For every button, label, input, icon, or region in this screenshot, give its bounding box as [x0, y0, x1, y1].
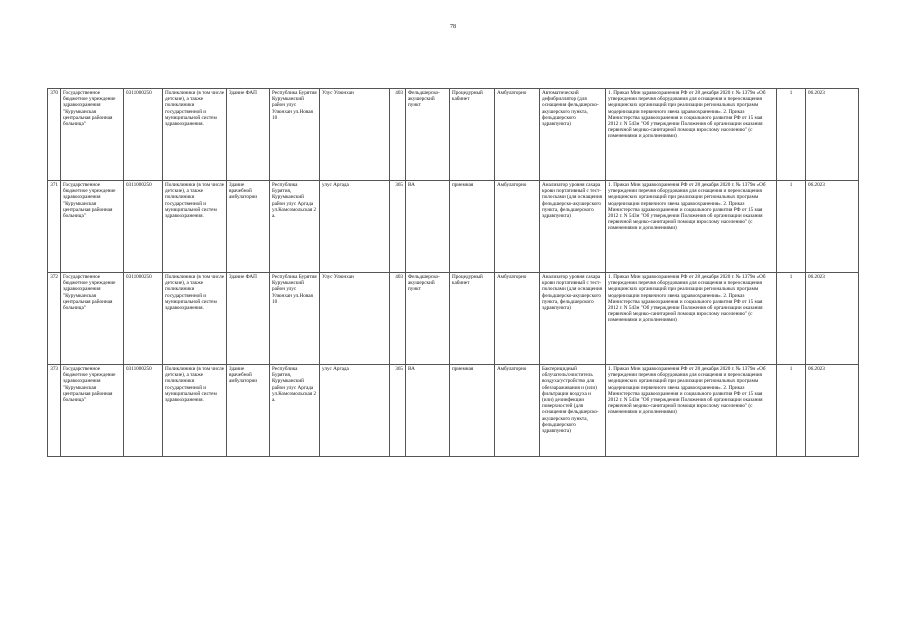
- service-type-cell: Поликлиники (в том числе детские), а также поликлиники государственной и муниципальной систем здравоохранения.: [163, 273, 227, 365]
- settlement-cell: Улус Улюнхан: [320, 89, 390, 181]
- row-number-cell: 373: [48, 365, 61, 457]
- care-mode-cell: Амбулаторно: [495, 365, 540, 457]
- organization-name-cell: Государственное бюджетное учреждение здравоохранения "Курумканская центральная районная больница": [61, 273, 124, 365]
- quantity-cell: 1: [777, 273, 806, 365]
- facility-type-cell: ВА: [406, 365, 450, 457]
- page-number: 78: [450, 24, 456, 30]
- delivery-date-cell: 06.2023: [806, 181, 859, 273]
- address-cell: Республика Бурятия Курумканский район улус Улюнхан ул.Новая 10: [270, 89, 320, 181]
- row-number-cell: 370: [48, 89, 61, 181]
- room-cell: приемная: [450, 181, 495, 273]
- delivery-date-cell: 06.2023: [806, 89, 859, 181]
- legal-basis-cell: 1. Приказ Мин здравоохранения РФ от 28 декабря 2020 г. № 1379н «Об утверждении перечня оборудования для оснащения и переоснащения медицинских организаций при реализации региональных программ модернизации первичного звена здравоохранения». 2. Приказ Министерства здравоохранения и социального развития РФ от 15 мая 2012 г. N 543н "Об утверждении Положения об организации оказания первичной медико-санитарной помощи взрослому населению" (с изменениями и дополнениями): [606, 181, 777, 273]
- service-type-cell: Поликлиники (в том числе детские), а также поликлиники государственной и муниципальной систем здравоохранения.: [163, 181, 227, 273]
- legal-basis-cell: 1. Приказ Мин здравоохранения РФ от 28 декабря 2020 г. № 1379н «Об утверждении перечня оборудования для оснащения и переоснащения медицинских организаций при реализации региональных программ модернизации первичного звена здравоохранения». 2. Приказ Министерства здравоохранения и социального развития РФ от 15 мая 2012 г. N 543н "Об утверждении Положения об организации оказания первичной медико-санитарной помощи взрослому населению" (с изменениями и дополнениями): [606, 365, 777, 457]
- equipment-name-cell: Бактерицидный облучатель/очиститель воздуха/устройство для обеззараживания и (или) фильтрации воздуха и (или) дезинфекции поверхностей (для оснащения фельдшерско-акушерского пункта, фельдшерского здравпункта): [540, 365, 606, 457]
- equipment-name-cell: Анализатор уровня сахара крови портативный с тест-полосками (для оснащения фельдшерско-акушерского пункта, фельдшерского здравпункта): [540, 181, 606, 273]
- organization-name-cell: Государственное бюджетное учреждение здравоохранения "Курумканская центральная районная больница": [61, 365, 124, 457]
- quantity-cell: 1: [777, 365, 806, 457]
- building-type-cell: Здание врачебной амбулатории: [227, 181, 270, 273]
- delivery-date-cell: 06.2023: [806, 365, 859, 457]
- address-cell: Республика Бурятия, Курумканский район улус Аргада ул.Комсомольская 2 а.: [270, 181, 320, 273]
- row-number-cell: 372: [48, 273, 61, 365]
- table-row: [48, 181, 859, 273]
- address-cell: Республика Бурятия, Курумканский район улус Аргада ул.Комсомольская 2 а.: [270, 365, 320, 457]
- facility-type-cell: Фельдшерско-акушерский пункт: [406, 273, 450, 365]
- legal-basis-cell: 1. Приказ Мин здравоохранения РФ от 28 декабря 2020 г. № 1379н «Об утверждении перечня оборудования для оснащения и переоснащения медицинских организаций при реализации региональных программ модернизации первичного звена здравоохранения». 2. Приказ Министерства здравоохранения и социального развития РФ от 15 мая 2012 г. N 543н "Об утверждении Положения об организации оказания первичной медико-санитарной помощи взрослому населению" (с изменениями и дополнениями): [606, 89, 777, 181]
- address-cell: Республика Бурятия Курумканский район улус Улюнхан ул.Новая 10: [270, 273, 320, 365]
- settlement-cell: улус Аргада: [320, 181, 390, 273]
- equipment-register-table: [47, 88, 859, 457]
- care-mode-cell: Амбулаторно: [495, 273, 540, 365]
- building-type-cell: Здание ФАП: [227, 89, 270, 181]
- table-row: [48, 273, 859, 365]
- equipment-name-cell: Автоматический дефибриллятор (для оснащения фельдшерско-акушерского пункта, фельдшерского здравпункта): [540, 89, 606, 181]
- facility-type-cell: ВА: [406, 181, 450, 273]
- settlement-cell: Улус Улюнхан: [320, 273, 390, 365]
- care-mode-cell: Амбулаторно: [495, 181, 540, 273]
- row-number-cell: 371: [48, 181, 61, 273]
- room-cell: Процедурный кабинет: [450, 273, 495, 365]
- organization-code-cell: 0311000250: [124, 365, 163, 457]
- population-count-cell: 365: [390, 365, 406, 457]
- service-type-cell: Поликлиники (в том числе детские), а также поликлиники государственной и муниципальной систем здравоохранения.: [163, 365, 227, 457]
- room-cell: приемная: [450, 365, 495, 457]
- organization-name-cell: Государственное бюджетное учреждение здравоохранения "Курумканская центральная районная больница": [61, 89, 124, 181]
- delivery-date-cell: 06.2023: [806, 273, 859, 365]
- equipment-name-cell: Анализатор уровня сахара крови портативный с тест-полосками (для оснащения фельдшерско-акушерского пункта, фельдшерского здравпункта): [540, 273, 606, 365]
- quantity-cell: 1: [777, 89, 806, 181]
- legal-basis-cell: 1. Приказ Мин здравоохранения РФ от 28 декабря 2020 г. № 1379н «Об утверждении перечня оборудования для оснащения и переоснащения медицинских организаций при реализации региональных программ модернизации первичного звена здравоохранения». 2. Приказ Министерства здравоохранения и социального развития РФ от 15 мая 2012 г. N 543н "Об утверждении Положения об организации оказания первичной медико-санитарной помощи взрослому населению" (с изменениями и дополнениями): [606, 273, 777, 365]
- table-row: [48, 365, 859, 457]
- building-type-cell: Здание ФАП: [227, 273, 270, 365]
- settlement-cell: улус Аргада: [320, 365, 390, 457]
- service-type-cell: Поликлиники (в том числе детские), а также поликлиники государственной и муниципальной систем здравоохранения.: [163, 89, 227, 181]
- population-count-cell: 403: [390, 273, 406, 365]
- room-cell: Процедурный кабинет: [450, 89, 495, 181]
- organization-code-cell: 0311000250: [124, 273, 163, 365]
- care-mode-cell: Амбулаторно: [495, 89, 540, 181]
- population-count-cell: 403: [390, 89, 406, 181]
- population-count-cell: 365: [390, 181, 406, 273]
- building-type-cell: Здание врачебной амбулатории: [227, 365, 270, 457]
- quantity-cell: 1: [777, 181, 806, 273]
- facility-type-cell: Фельдшерско-акушерский пункт: [406, 89, 450, 181]
- table-row: [48, 89, 859, 181]
- organization-name-cell: Государственное бюджетное учреждение здравоохранения "Курумканская центральная районная больница": [61, 181, 124, 273]
- organization-code-cell: 0311000250: [124, 181, 163, 273]
- organization-code-cell: 0311000250: [124, 89, 163, 181]
